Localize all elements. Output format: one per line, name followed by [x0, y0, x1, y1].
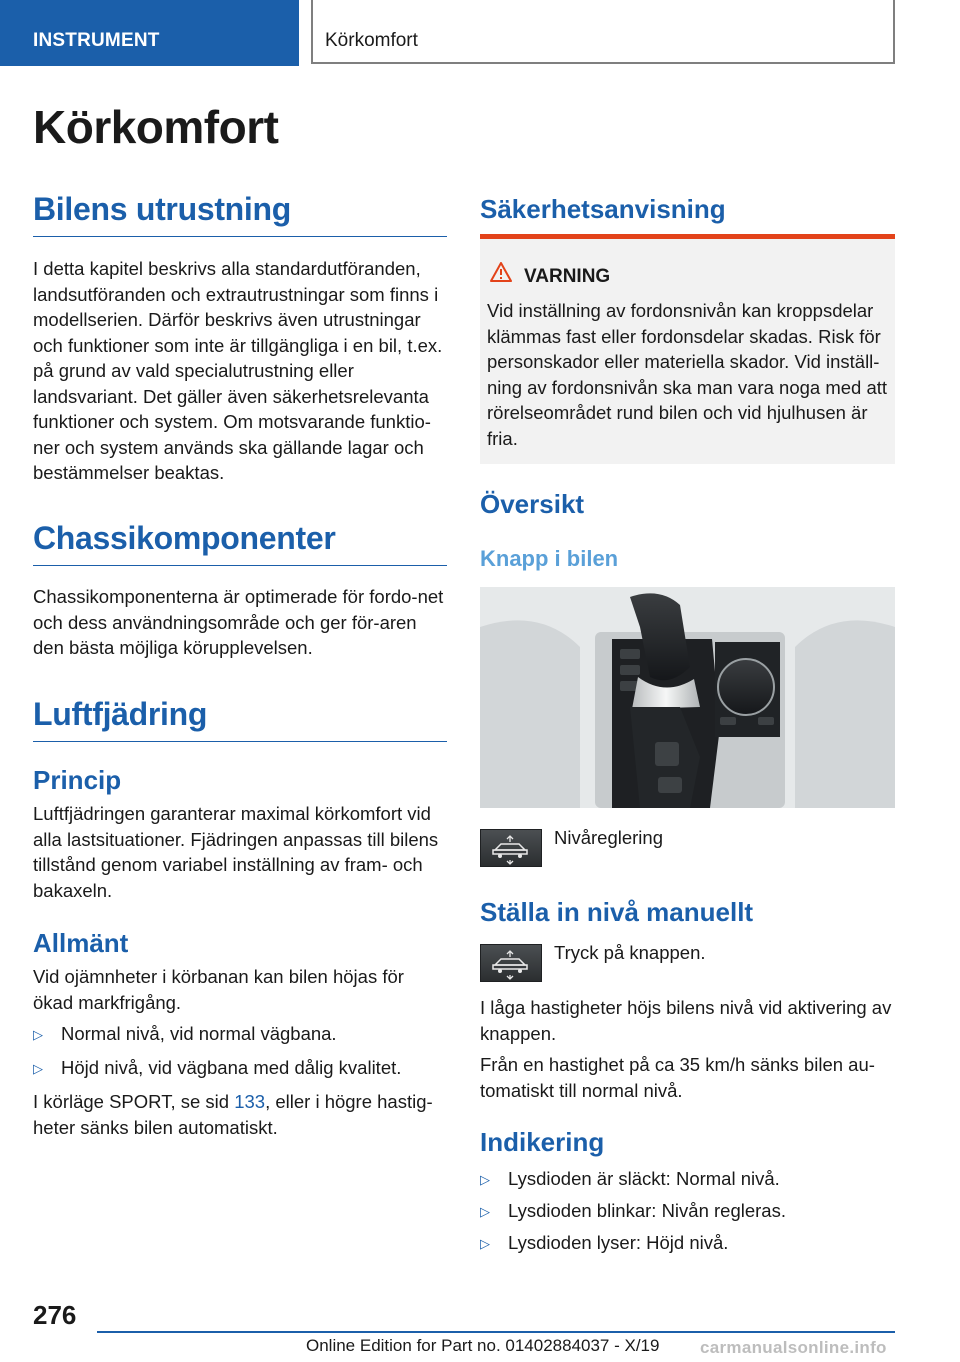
list-item: ▷ Höjd nivå, vid vägbana med dålig kvalitet. [33, 1055, 401, 1081]
chapter-tab[interactable]: Körkomfort [311, 0, 895, 64]
princip-text: Luftfjädringen garanterar maximal körkomfort vid alla lastsituationer. Fjädringen anpassas till bilens tillstånd genom variabel inställning av fram- och bakaxeln. [33, 803, 439, 901]
page-header [0, 0, 960, 66]
footer-rule [97, 1331, 895, 1333]
press-text: Tryck på knappen. [554, 942, 706, 963]
low-speed-text: I låga hastigheter höjs bilens nivå vid aktivering av knappen. [480, 997, 892, 1044]
heading-bilens-utrustning: Bilens utrustning [33, 191, 447, 237]
warning-title: VARNING [490, 262, 610, 288]
heading-oversikt: Översikt [480, 489, 585, 519]
heading-knapp-i-bilen: Knapp i bilen [480, 546, 619, 571]
bullet-triangle-icon: ▷ [480, 1236, 490, 1251]
edition-text: Online Edition for Part no. 01402884037 - X/19 [306, 1336, 660, 1355]
level-control-icon [480, 829, 542, 867]
center-console-photo [480, 587, 895, 808]
list-item: ▷ Normal nivå, vid normal vägbana. [33, 1021, 337, 1047]
heading-stalla-in-niva: Ställa in nivå manuellt [480, 897, 754, 927]
list-item: ▷ Lysdioden är släckt: Normal nivå. [480, 1166, 780, 1192]
bullet-triangle-icon: ▷ [480, 1172, 490, 1187]
watermark: carmanualsonline.info [700, 1338, 887, 1357]
button-caption: Nivåreglering [554, 827, 663, 848]
chassi-text: Chassikomponenterna är optimerade för fordo-net och dess användningsområde och ger för-aren den bästa möjliga körupplevelsen. [33, 586, 444, 658]
bilens-text: I detta kapitel beskrivs alla standardutföranden, landsutföranden och extrautrustningar som finns i modellserien. Därför beskrivs även utrustningar och funktioner som inte är tillgängliga i en bil, t.ex. på grund av vald specialutrustning eller landsvariant. Det gäller även säkerhetsrelevanta funktioner och system. Om motsvarande funktio-ner och system används ska gällande lagar och bestämmelser beaktas. [33, 258, 443, 483]
heading-sakerhetsanvisning: Säkerhetsanvisning [480, 194, 726, 224]
heading-luftfjadring: Luftfjädring [33, 696, 447, 742]
warning-text: Vid inställning av fordonsnivån kan kroppsdelar klämmas fast eller fordonsdelar skadas. Risk för personskador eller materiella skador. Vid inställ-ning av fordonsnivån ska man vara noga med att rörelseområdet rund bilen och vid hjulhusen är fria. [487, 300, 888, 449]
heading-chassikomponenter: Chassikomponenter [33, 520, 447, 566]
warning-box [480, 234, 895, 464]
page-link-133[interactable]: 133 [234, 1091, 266, 1112]
warning-triangle-icon [490, 262, 524, 287]
bullet-triangle-icon: ▷ [33, 1027, 43, 1042]
bullet-triangle-icon: ▷ [33, 1061, 43, 1076]
allmant-text: Vid ojämnheter i körbanan kan bilen höjas för ökad markfrigång. [33, 966, 404, 1013]
page-title: Körkomfort [33, 101, 279, 153]
heading-allmant: Allmänt [33, 928, 129, 958]
heading-indikering: Indikering [480, 1127, 605, 1157]
level-control-icon [480, 944, 542, 982]
heading-princip: Princip [33, 765, 122, 795]
list-item: ▷ Lysdioden lyser: Höjd nivå. [480, 1230, 728, 1256]
speed-text: Från en hastighet på ca 35 km/h sänks bilen au-tomatiskt till normal nivå. [480, 1054, 875, 1101]
page-number: 276 [33, 1300, 77, 1330]
section-tab[interactable]: INSTRUMENT [0, 0, 299, 66]
bullet-triangle-icon: ▷ [480, 1204, 490, 1219]
sport-text: I körläge SPORT, se sid 133, eller i högre hastig-heter sänks bilen automatiskt. [33, 1091, 433, 1138]
list-item: ▷ Lysdioden blinkar: Nivån regleras. [480, 1198, 786, 1224]
